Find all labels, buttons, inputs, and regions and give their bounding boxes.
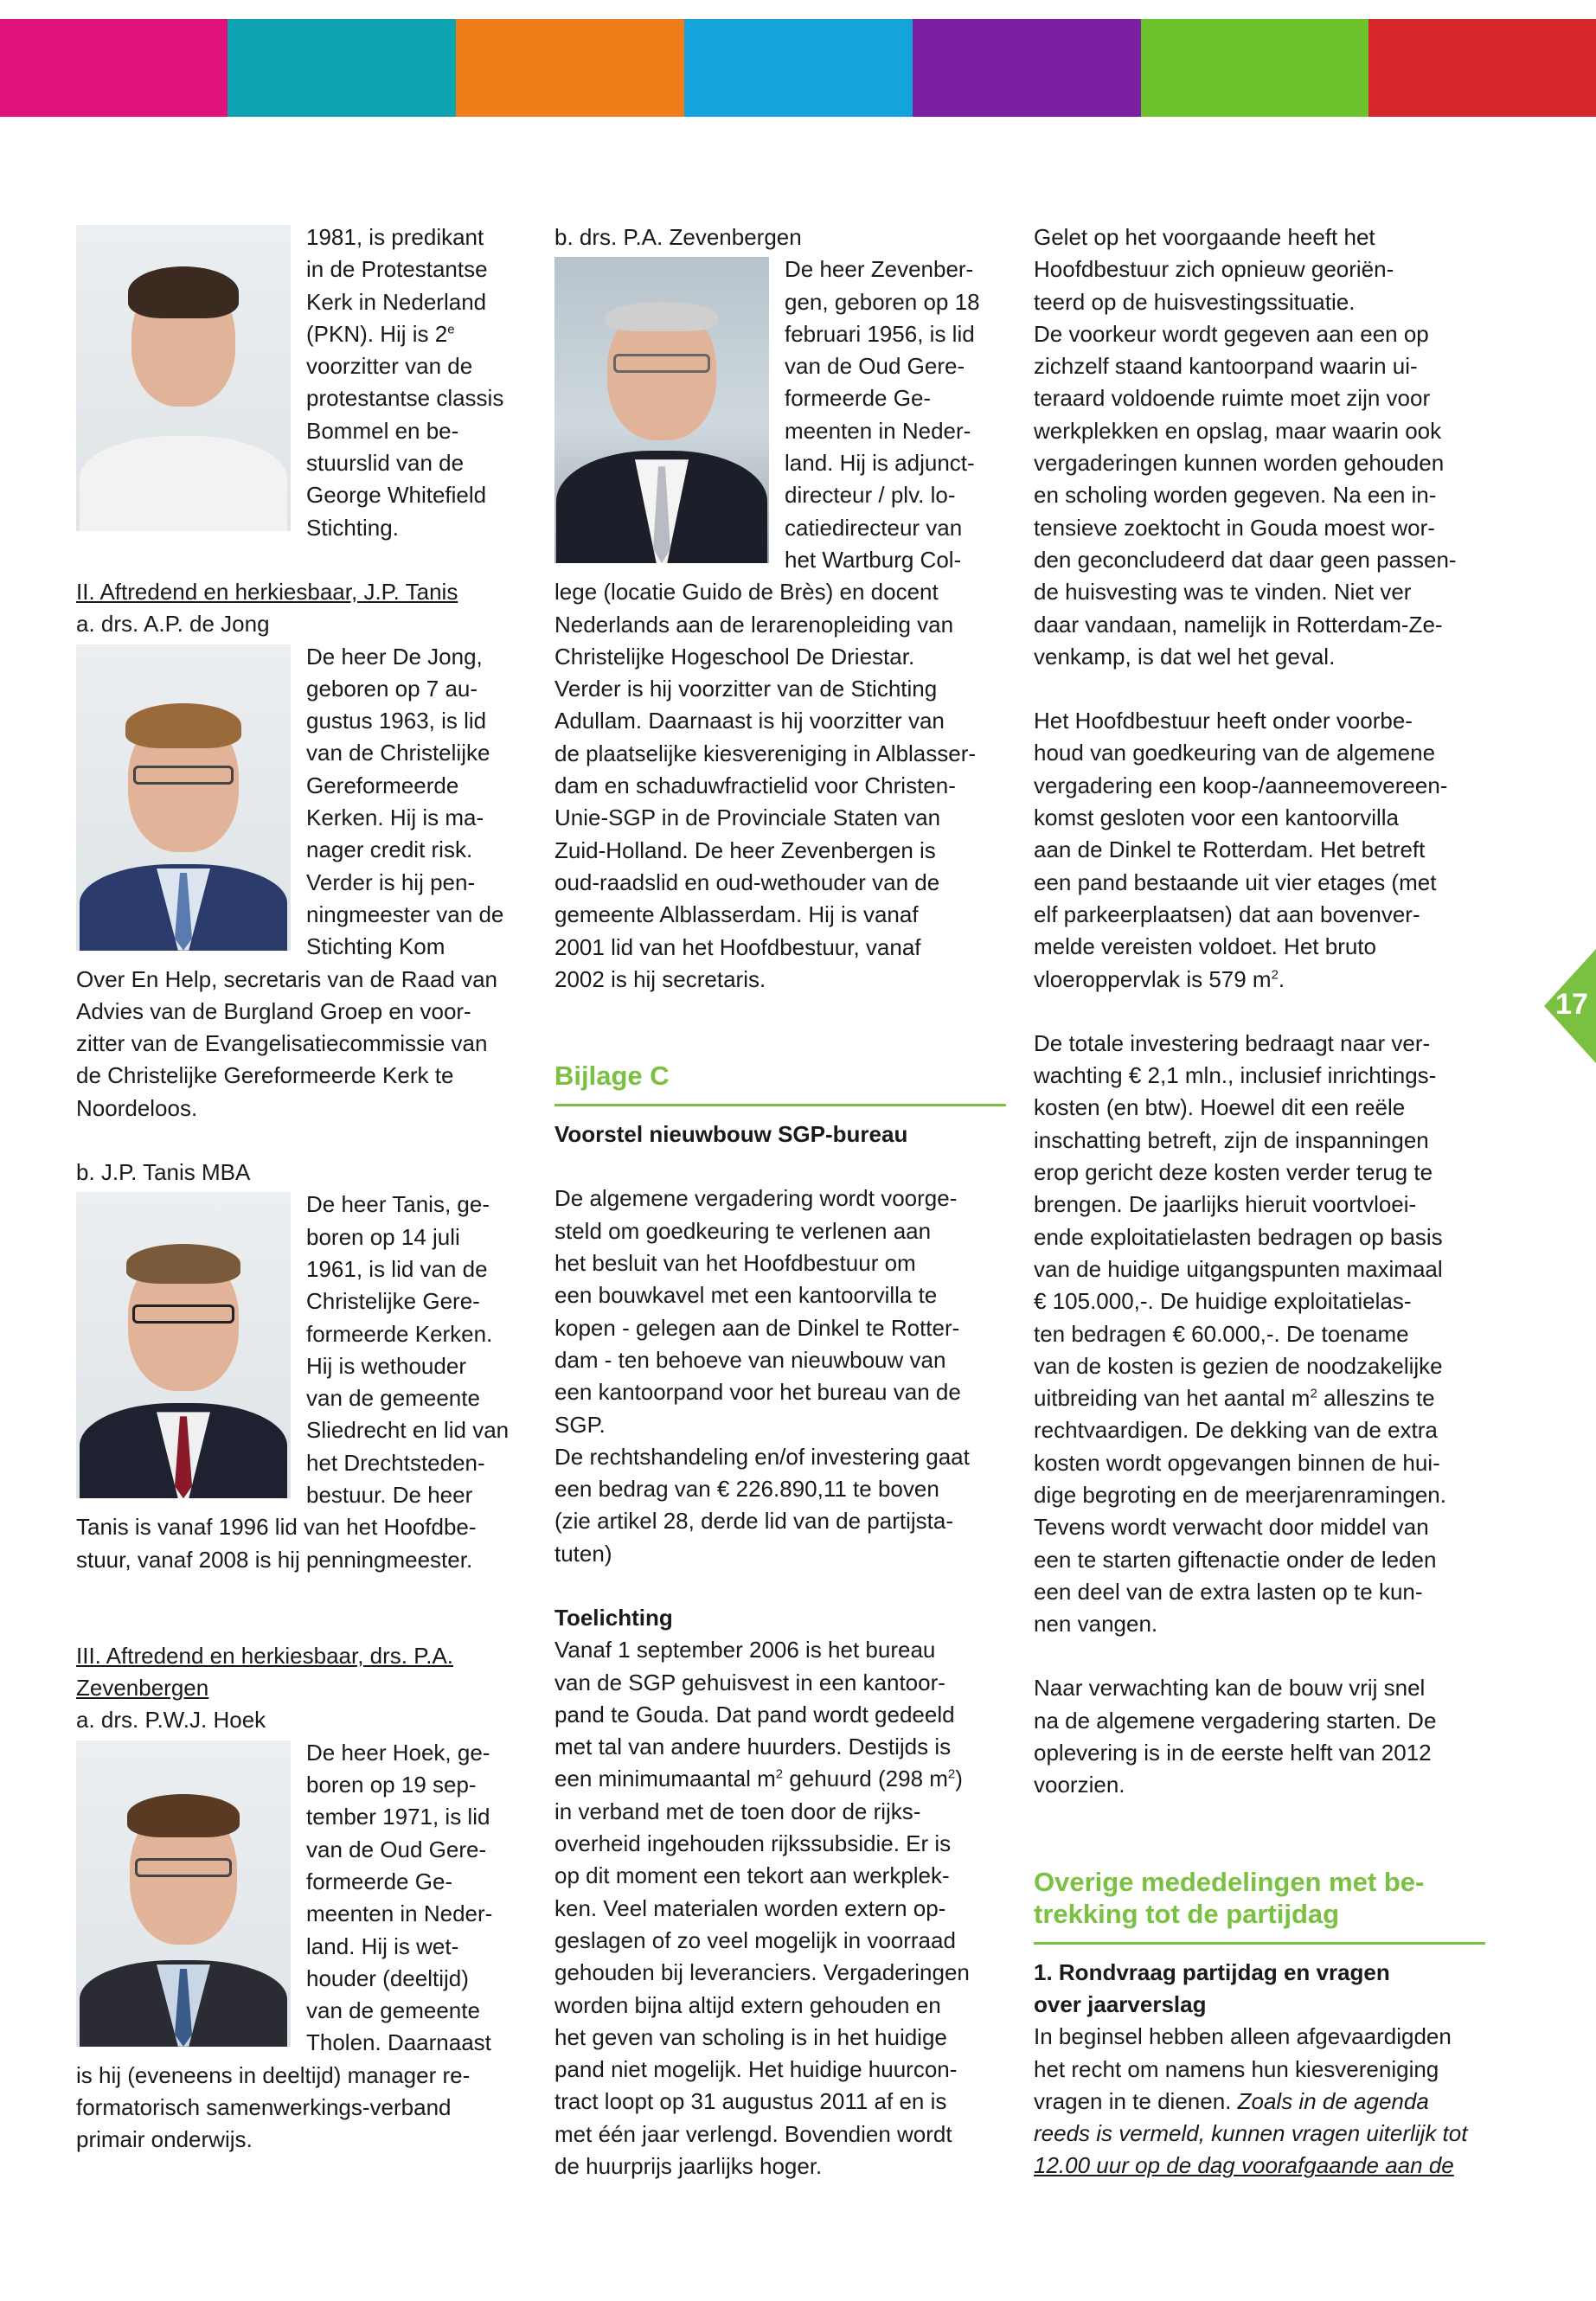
body-line: met één jaar verlengd. Bovendien wordt	[554, 2120, 952, 2147]
body-line: De totale investering bedraagt naar ver-	[1034, 1029, 1431, 1056]
body-line: (zie artikel 28, derde lid van de partijsta-	[554, 1508, 954, 1535]
body-line: reeds is vermeld, kunnen vragen uiterlijk tot	[1034, 2120, 1468, 2147]
body-line: oplevering is in de eerste helft van 2012	[1034, 1740, 1432, 1766]
bio-line: lege (locatie Guido de Brès) en docent	[554, 579, 939, 606]
bio-line: zitter van de Evangelisatiecommissie van	[76, 1030, 488, 1057]
body-line: voorzien.	[1034, 1772, 1125, 1798]
body-line: een bouwkavel met een kantoorvilla te	[554, 1282, 938, 1309]
body-line: overheid ingehouden rijkssubsidie. Er is	[554, 1830, 952, 1857]
body-line: vergaderingen kunnen worden gehouden	[1034, 450, 1445, 477]
body-line: dam - ten behoeve van nieuwbouw van	[554, 1346, 946, 1373]
body-line: kosten wordt opgevangen binnen de hui-	[1034, 1449, 1440, 1476]
color-band-segment	[1141, 19, 1368, 117]
bio-line: Over En Help, secretaris van de Raad van	[76, 965, 498, 992]
body-line: pand niet mogelijk. Het huidige huurcon-	[554, 2056, 958, 2083]
body-line: dige begroting en de meerjarenramingen.	[1034, 1481, 1446, 1508]
body-line: teerd op de huisvestingssituatie.	[1034, 288, 1356, 315]
heading-rule	[554, 1104, 1006, 1106]
body-line: een pand bestaande uit vier etages (met	[1034, 868, 1437, 895]
body-line: erop gericht deze kosten verder terug te	[1034, 1159, 1433, 1186]
body-line: ken. Veel materialen worden extern op-	[554, 1894, 946, 1921]
section-heading-3-cont: Zevenbergen	[76, 1675, 209, 1702]
body-line: Het Hoofdbestuur heeft onder voorbe-	[1034, 708, 1413, 734]
body-line: worden bijna altijd extern gehouden en	[554, 1991, 941, 2018]
bio-line: formatorisch samenwerkings-verband	[76, 2094, 452, 2121]
color-band	[0, 19, 1596, 117]
hoek-bio: De heer Hoek, ge- boren op 19 sep- tember 1971, is lid van de Oud Gere- formeerde Ge- meenten in Neder- land. Hij is wet- houder (deeltijd) van de gemeente Tholen. Daarnaast	[306, 1739, 493, 2056]
intro-text: 1981, is predikant in de Protestantse Kerk in Nederland (PKN). Hij is 2e voorzitter van de protestantse classis Bommel en be- stuurslid van de George Whitefield Stichting.	[306, 224, 504, 541]
bio-line: Advies van de Burgland Groep en voor-	[76, 997, 471, 1024]
body-line: melde vereisten voldoet. Het bruto	[1034, 933, 1376, 960]
body-line: een te starten giftenactie onder de leden	[1034, 1546, 1437, 1573]
tanis-bio: De heer Tanis, ge- boren op 14 juli 1961, is lid van de Christelijke Gere- formeerde Kerken. Hij is wethouder van de gemeente Sliedrecht en lid van het Drechtsteden- bestuur. De heer	[306, 1191, 510, 1508]
body-line: den geconcludeerd dat daar geen passen-	[1034, 546, 1457, 573]
color-band-segment	[684, 19, 913, 117]
candidate-label: b. drs. P.A. Zevenbergen	[554, 224, 802, 250]
body-line: ten bedragen € 60.000,-. De toename	[1034, 1320, 1409, 1347]
bio-line: gemeente Alblasserdam. Hij is vanaf	[554, 901, 919, 928]
bio-line: is hij (eveneens in deeltijd) manager re-	[76, 2061, 471, 2088]
bio-line: stuur, vanaf 2008 is hij penningmeester.	[76, 1546, 473, 1573]
body-line: aan de Dinkel te Rotterdam. Het betreft	[1034, 836, 1426, 863]
body-line: gehouden bij leveranciers. Vergaderingen	[554, 1959, 970, 1986]
bio-line: de plaatselijke kiesvereniging in Alblasser-	[554, 740, 977, 766]
bio-line: Christelijke Hogeschool De Driestar.	[554, 643, 915, 670]
body-line: pand te Gouda. Dat pand wordt gedeeld	[554, 1701, 955, 1727]
body-line: het geven van scholing is in het huidige	[554, 2023, 947, 2050]
body-line: vloeroppervlak is 579 $m^2$.	[1034, 965, 1285, 992]
portrait-photo-de-jong	[76, 644, 291, 951]
body-line: een deel van de extra lasten op te kun-	[1034, 1578, 1423, 1605]
de-jong-bio: De heer De Jong, geboren op 7 au- gustus 1963, is lid van de Christelijke Gereformeerde Kerken. Hij is ma- nager credit risk. Verder is hij pen- ningmeester van de Stichting Kom	[306, 643, 504, 960]
color-band-segment	[1368, 19, 1596, 117]
body-line: het recht om namens hun kiesvereniging	[1034, 2055, 1439, 2082]
body-line: op dit moment een tekort aan werkplek-	[554, 1862, 950, 1889]
bio-line: Verder is hij voorzitter van de Stichting	[554, 676, 938, 702]
body-line: SGP.	[554, 1411, 606, 1438]
body-line: ende exploitatielasten bedragen op basis	[1034, 1223, 1443, 1250]
bio-line: 2001 lid van het Hoofdbestuur, vanaf	[554, 933, 921, 960]
color-band-segment	[0, 19, 228, 117]
body-line: een bedrag van € 226.890,11 te boven	[554, 1476, 939, 1503]
toelichting-heading: Toelichting	[554, 1604, 673, 1631]
body-line: van de SGP gehuisvest in een kantoor-	[554, 1669, 945, 1695]
body-line: de huisvesting was te vinden. Niet ver	[1034, 579, 1412, 606]
bijlage-heading: Bijlage C	[554, 1061, 670, 1092]
body-line: in verband met de toen door de rijks-	[554, 1798, 921, 1824]
overige-heading: Overige mededelingen met be-	[1034, 1866, 1425, 1897]
body-line: van de huidige uitgangspunten maximaal	[1034, 1255, 1443, 1282]
color-band-segment	[228, 19, 456, 117]
body-line: tensieve zoektocht in Gouda moest wor-	[1034, 514, 1435, 541]
body-line: rechtvaardigen. De dekking van de extra	[1034, 1417, 1438, 1444]
rondvraag-heading: 1. Rondvraag partijdag en vragen	[1034, 1958, 1390, 1985]
body-line: van de kosten is gezien de noodzakelijke	[1034, 1352, 1443, 1379]
zevenbergen-bio: De heer Zevenber- gen, geboren op 18 februari 1956, is lid van de Oud Gere- formeerde Ge- meenten in Neder- land. Hij is adjunct- directeur / plv. lo- catiedirecteur van het Wartburg Col-	[785, 256, 980, 573]
body-line: inschatting betreft, zijn de inspanningen	[1034, 1126, 1429, 1153]
bio-line: Adullam. Daarnaast is hij voorzitter van	[554, 708, 945, 734]
body-line: de huurprijs jaarlijks hoger.	[554, 2153, 823, 2180]
section-heading-2: II. Aftredend en herkiesbaar, J.P. Tanis	[76, 578, 458, 605]
bio-line: 2002 is hij secretaris.	[554, 965, 766, 992]
color-band-segment	[456, 19, 684, 117]
body-line: steld om goedkeuring te verlenen aan	[554, 1217, 932, 1244]
body-line: het besluit van het Hoofdbestuur om	[554, 1250, 916, 1277]
candidate-label: a. drs. P.W.J. Hoek	[76, 1707, 266, 1734]
bio-line: oud-raadslid en oud-wethouder van de	[554, 868, 940, 895]
portrait-photo-hoek	[76, 1740, 291, 2047]
body-line: Hoofdbestuur zich opnieuw georiën-	[1034, 256, 1394, 283]
body-line: een kantoorpand voor het bureau van de	[554, 1379, 961, 1406]
bio-line: Unie-SGP in de Provinciale Staten van	[554, 804, 941, 831]
body-line: zichzelf staand kantoorpand waarin ui-	[1034, 353, 1418, 380]
bio-line: Noordeloos.	[76, 1094, 198, 1121]
body-line: Vanaf 1 september 2006 is het bureau	[554, 1637, 936, 1663]
bio-line: Nederlands aan de lerarenopleiding van	[554, 611, 954, 638]
bio-line: Tanis is vanaf 1996 lid van het Hoofdbe-	[76, 1514, 477, 1541]
body-line: vergadering een koop-/aanneemovereen-	[1034, 772, 1448, 798]
portrait-photo-1	[76, 225, 291, 531]
body-line: met tal van andere huurders. Destijds is	[554, 1734, 952, 1760]
body-line: tract loopt op 31 augustus 2011 af en is	[554, 2088, 947, 2115]
body-line: een minimumaantal $m^2$ gehuurd (298 $m^2$)	[554, 1766, 963, 1792]
body-line: vragen in te dienen. Zoals in de agenda	[1034, 2087, 1429, 2114]
body-line: De algemene vergadering wordt voorge-	[554, 1185, 958, 1212]
color-band-segment	[913, 19, 1141, 117]
body-line: werkplekken en opslag, maar waarin ook	[1034, 417, 1442, 444]
column-left	[76, 221, 528, 2157]
body-line: venkamp, is dat wel het geval.	[1034, 643, 1336, 670]
body-line: Naar verwachting kan de bouw vrij snel	[1034, 1675, 1426, 1702]
bio-line: primair onderwijs.	[76, 2126, 253, 2153]
voorstel-heading: Voorstel nieuwbouw SGP-bureau	[554, 1121, 908, 1148]
candidate-label: a. drs. A.P. de Jong	[76, 611, 270, 638]
body-line: Tevens wordt verwacht door middel van	[1034, 1514, 1429, 1541]
body-line: houd van goedkeuring van de algemene	[1034, 740, 1436, 766]
column-middle	[554, 221, 1006, 2182]
body-line: In beginsel hebben alleen afgevaardigden	[1034, 2023, 1452, 2050]
body-line: De rechtshandeling en/of investering gaat	[554, 1443, 970, 1470]
rondvraag-heading-cont: over jaarverslag	[1034, 1990, 1207, 2017]
portrait-photo-zevenbergen	[554, 257, 769, 563]
body-line: 12.00 uur op de dag voorafgaande aan de	[1034, 2152, 1454, 2179]
body-line: uitbreiding van het aantal $m^2$ alleszins te	[1034, 1385, 1435, 1412]
body-line: brengen. De jaarlijks hieruit voortvloei-	[1034, 1191, 1417, 1218]
body-line: teraard voldoende ruimte moet zijn voor	[1034, 385, 1431, 412]
candidate-label: b. J.P. Tanis MBA	[76, 1159, 251, 1186]
body-line: kosten (en btw). Hoewel dit een reële	[1034, 1094, 1406, 1121]
body-line: elf parkeerplaatsen) dat aan bovenver-	[1034, 901, 1420, 927]
overige-heading-cont: trekking tot de partijdag	[1034, 1898, 1340, 1929]
body-line: kopen - gelegen aan de Dinkel te Rotter-	[554, 1314, 960, 1341]
body-line: Gelet op het voorgaande heeft het	[1034, 224, 1375, 250]
body-line: tuten)	[554, 1540, 612, 1567]
body-line: De voorkeur wordt gegeven aan een op	[1034, 320, 1429, 347]
body-line: nen vangen.	[1034, 1611, 1158, 1638]
body-line: wachting € 2,1 mln., inclusief inrichtings-	[1034, 1062, 1437, 1089]
body-line: komst gesloten voor een kantoorvilla	[1034, 804, 1400, 831]
portrait-photo-tanis	[76, 1192, 291, 1498]
page-number: 17	[1555, 988, 1588, 1021]
body-line: € 105.000,-. De huidige exploitatielas-	[1034, 1288, 1412, 1315]
body-line: geslagen of zo veel mogelijk in voorraad	[554, 1926, 956, 1953]
heading-rule	[1034, 1942, 1485, 1945]
section-heading-3: III. Aftredend en herkiesbaar, drs. P.A.	[76, 1642, 454, 1669]
bio-line: Zuid-Holland. De heer Zevenbergen is	[554, 836, 936, 863]
column-right	[1034, 221, 1485, 2182]
body-line: en scholing worden gegeven. Na een in-	[1034, 482, 1437, 509]
bio-line: dam en schaduwfractielid voor Christen-	[554, 772, 956, 799]
bio-line: de Christelijke Gereformeerde Kerk te	[76, 1062, 454, 1089]
body-line: daar vandaan, namelijk in Rotterdam-Ze-	[1034, 611, 1443, 638]
body-line: na de algemene vergadering starten. De	[1034, 1707, 1437, 1734]
